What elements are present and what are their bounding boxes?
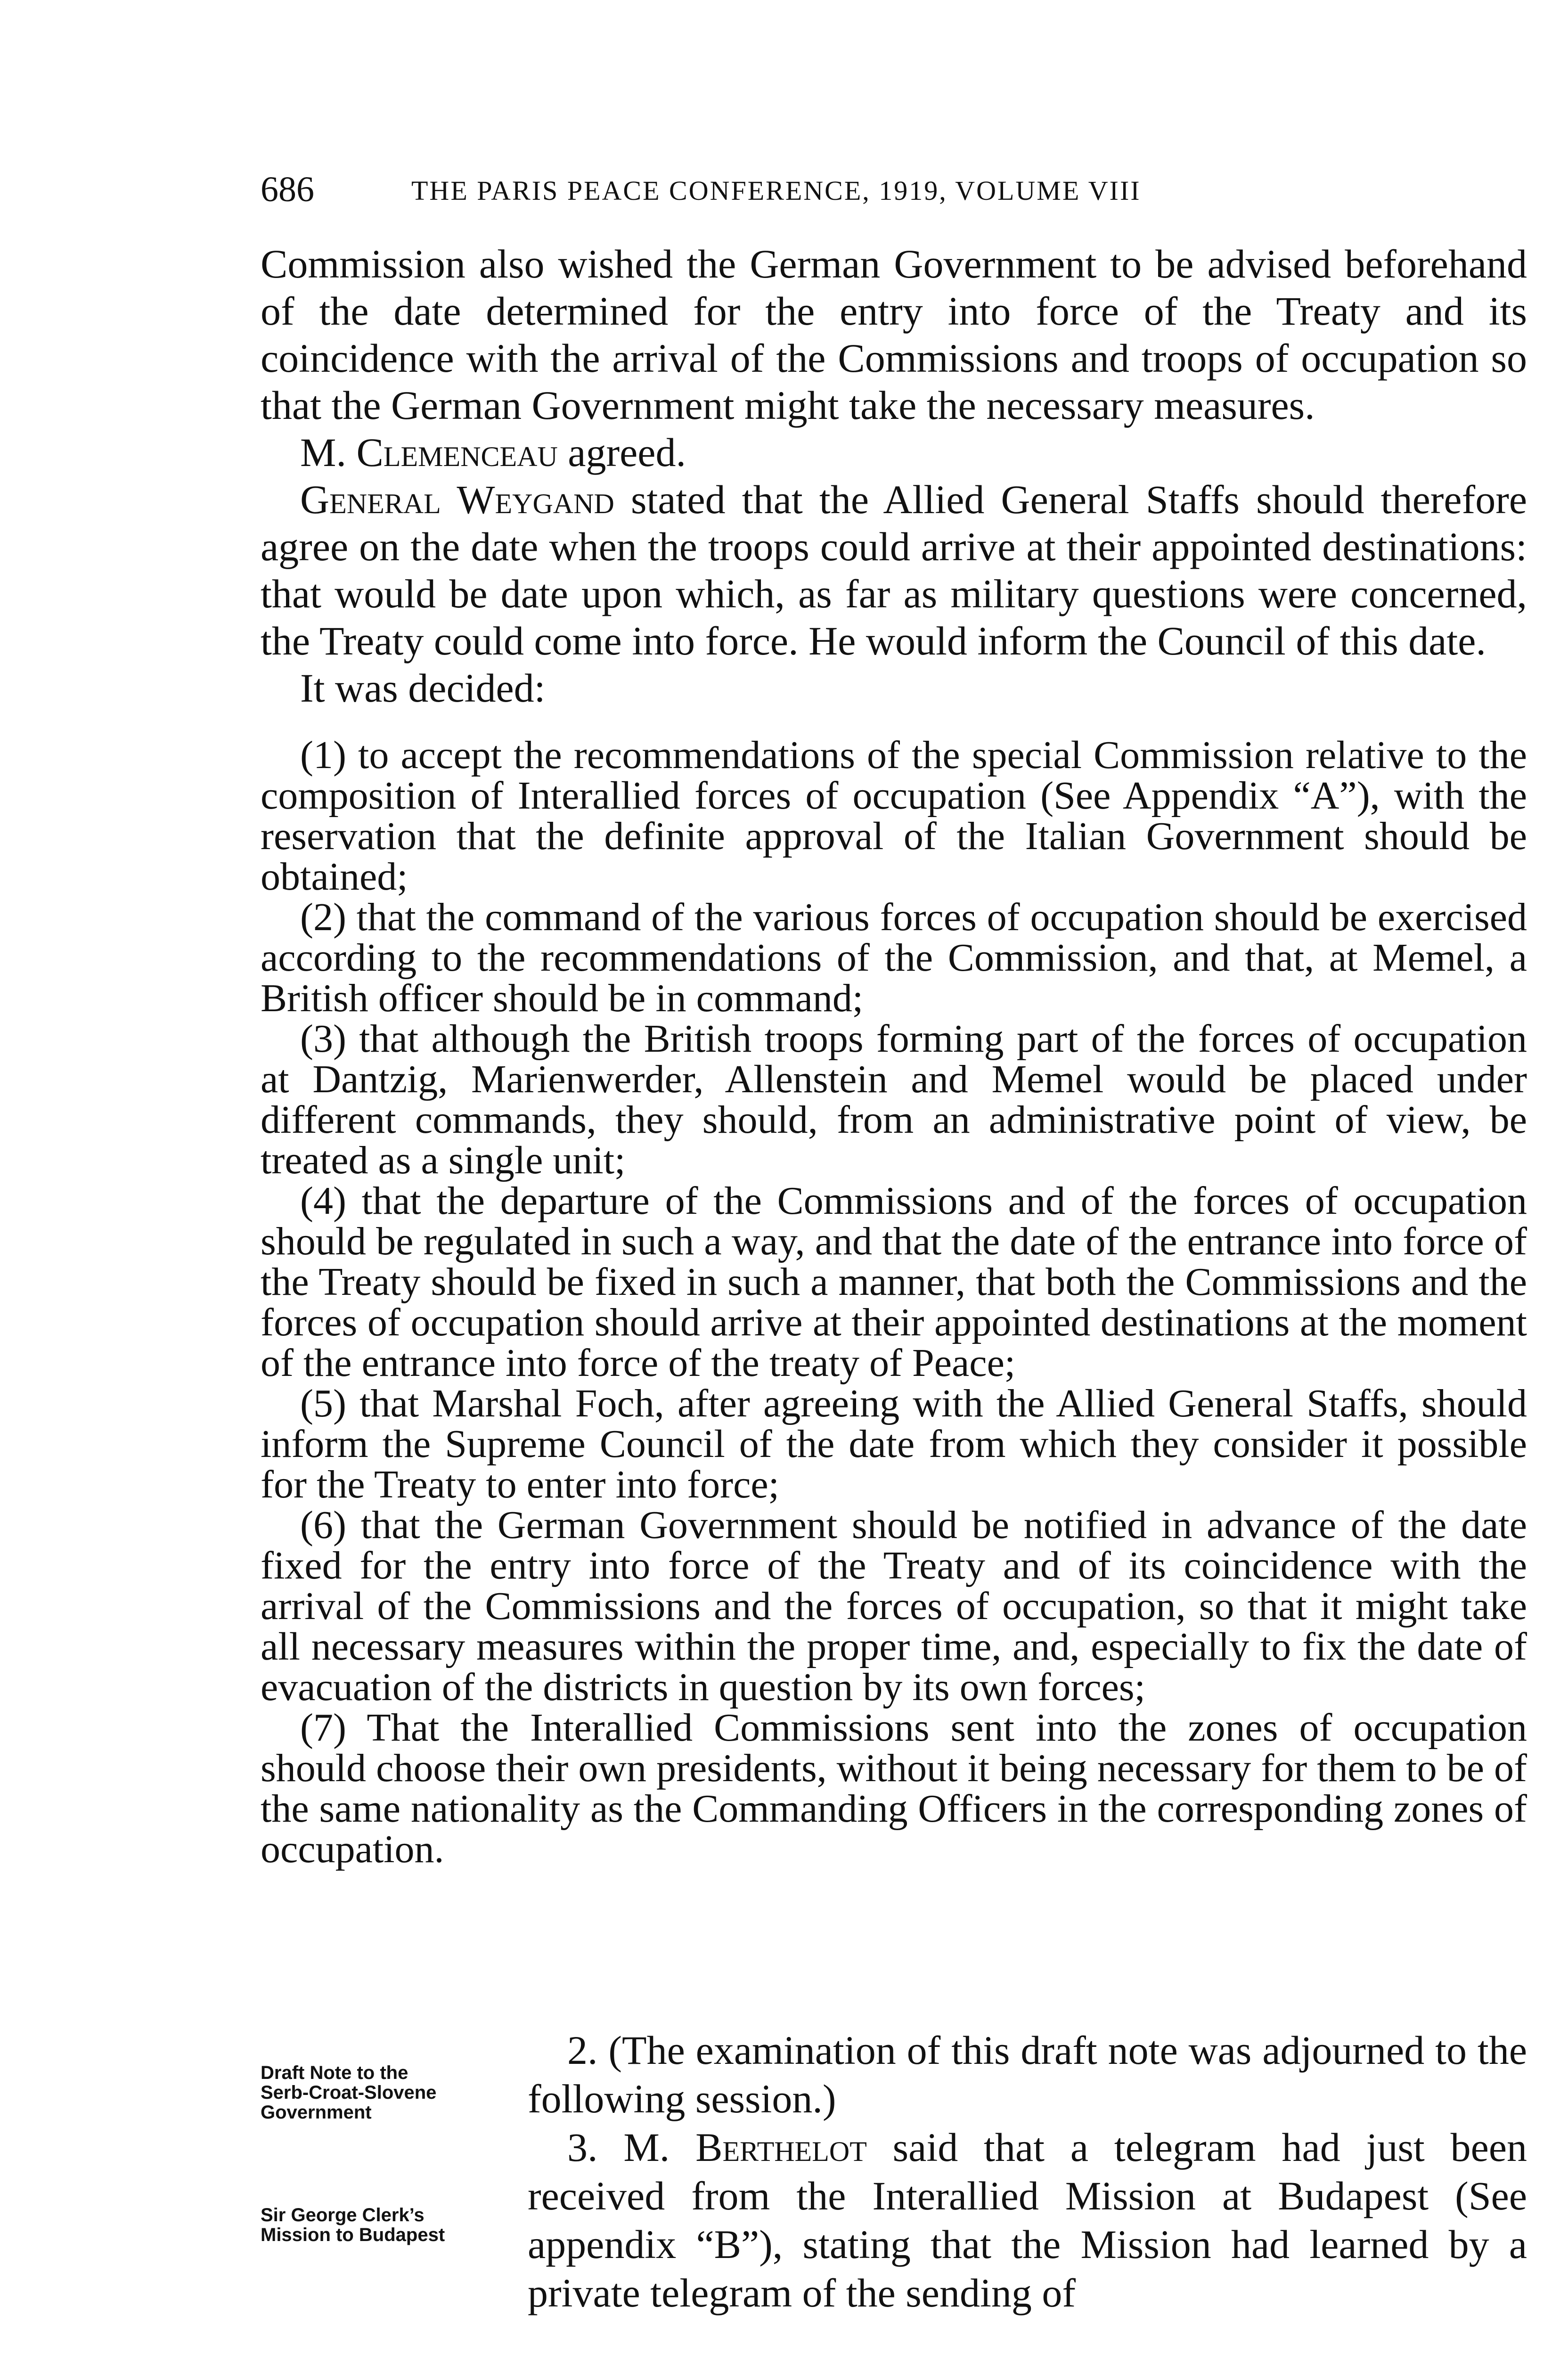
paragraph: It was decided: (300, 665, 546, 711)
speaker-name: M. Clemenceau (300, 430, 558, 475)
paragraph (261, 429, 1527, 476)
list-item: (4) that the departure of the Commissions and of the forces of occupation should be regulated in such a way, and that the date of the entrance into force of the Treaty should be fixed in such a manner, that both the Commissions and the forces of occupation should arrive at their appointed destinations at the moment of the entrance into force of the treaty of Peace; (261, 1179, 1527, 1385)
margin-note: Draft Note to the Serb-Croat-Slovene Government (261, 2062, 437, 2123)
paragraph (528, 2123, 1527, 2317)
paragraph (261, 476, 1527, 664)
list-item: (1) to accept the recommendations of the special Commission relative to the composition of Interallied forces of occupation (See Appendix “A”), with the reservation that the definite approval of the Italian Government should be obtained; (261, 733, 1527, 899)
list-item: (5) that Marshal Foch, after agreeing with the Allied General Staffs, should inform the Supreme Council of the date from which they consider it possible for the Treaty to enter into force; (261, 1382, 1527, 1506)
list-item: (6) that the German Government should be notified in advance of the date fixed for the entry into force of the Treaty and of its coincidence with the arrival of the Commissions and the forces of occupation, so that it might take all necessary measures within the proper time, and, especially to fix the date of evacuation of the districts in question by its own forces; (261, 1503, 1527, 1709)
paragraph: 2. (The examination of this draft note was adjourned to the following session.) (528, 2028, 1527, 2121)
main-column (261, 240, 1527, 1870)
paragraph-text: stated that the Allied General Staffs should therefore agree on the date when the troops could arrive at their appointed destinations: that would be date upon which, as far as military questions were concerned, the Treaty could come into force. He would inform the Council of this date. (261, 477, 1527, 663)
list-item: (7) That the Interallied Commissions sent into the zones of occupation should choose their own presidents, without it being necessary for them to be of the same nationality as the Commanding Officers in the corresponding zones of occupation. (261, 1706, 1527, 1871)
page-header (261, 166, 1528, 218)
lower-column (528, 2026, 1527, 2317)
paragraph: Commission also wished the German Government to be advised beforehand of the date determined for the entry into force of the Treaty and its coincidence with the arrival of the Commissions and troops of occupation so that the German Government might take the necessary measures. (261, 241, 1527, 428)
running-title: THE PARIS PEACE CONFERENCE, 1919, VOLUME VIII (411, 175, 1141, 206)
paragraph-text: agreed. (557, 430, 686, 475)
page-number: 686 (261, 170, 314, 209)
list-item: (2) that the command of the various forces of occupation should be exercised according to the recommendations of the Commission, and that, at Memel, a British officer should be in command; (261, 895, 1527, 1020)
paragraph-text: said that a telegram had just been received from the Interallied Mission at Budapest (See appendix “B”), stating that the Mission had learned by a private telegram of the sending of (528, 2125, 1527, 2315)
margin-note: Sir George Clerk’s Mission to Budapest (261, 2205, 445, 2245)
speaker-name: General Weygand (300, 477, 614, 522)
speaker-name: M. Berthelot (623, 2125, 867, 2170)
list-item: (3) that although the British troops forming part of the forces of occupation at Dantzig, Marienwerder, Allenstein and Memel would be placed under different commands, they should, from an administrative point of view, be treated as a single unit; (261, 1017, 1527, 1182)
paragraph-number: 3. (567, 2125, 624, 2170)
